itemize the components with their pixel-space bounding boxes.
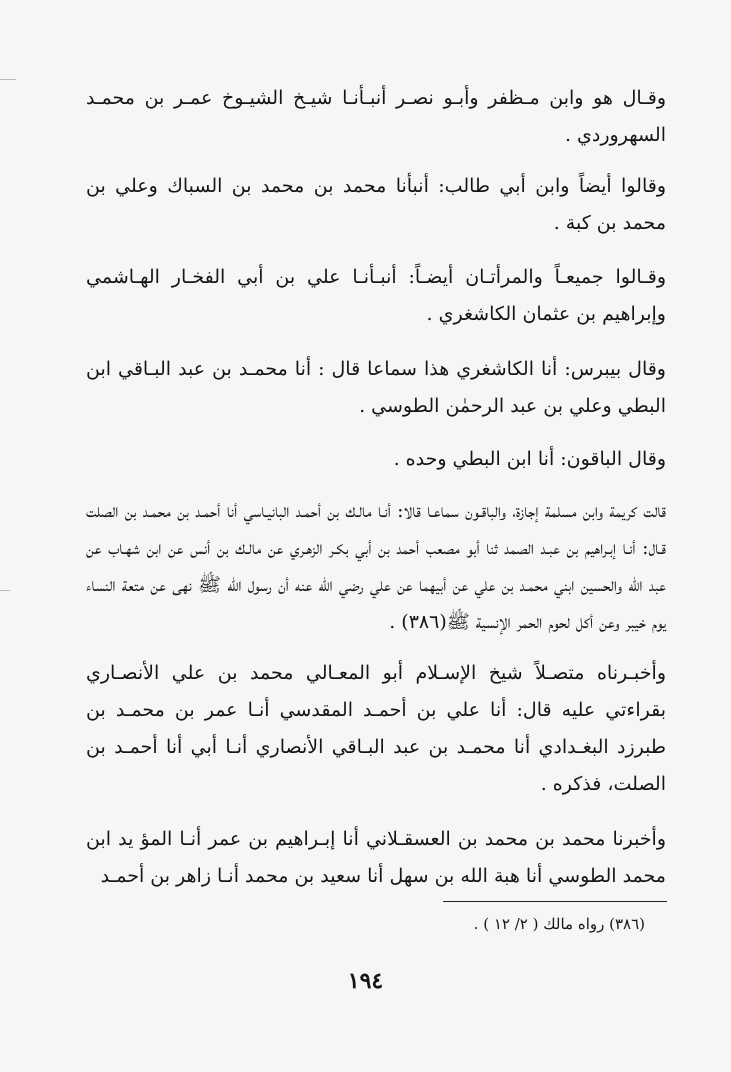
page-number: ١٩٤ [347,968,384,994]
paragraph-6: قالت كريمة وابن مسلمة إجازة، والباقـون سماعـا قالا: أنـا مالـك بن أحمـد البانيـاسي أنا أحمـد بن محمـد بن الصلت قـال: أنـا إبـراهيم بن عبـد الصمد ثنا أبو مصعب أحمد بن أبي بكـر الزهـري عن مالـك بن أنس عن ابن شهـاب عن عبد الله والحسين ابني محمـد بن علي عن أبيهما عن علي رضي الله عنه أن رسول الله ﷺ نهى عن متعة النساء يوم خيبر وعن أكل لحوم الحمر الإنسية ﷺ(٣٨٦) . [86,500,666,633]
paragraph-4: وقال بيبرس: أنا الكاشغري هذا سماعا قال : أنا محمـد بن عبد البـاقي ابن البطي وعلي بن عبد الرحمٰن الطوسي . [86,358,666,417]
paragraph-5: وقال الباقون: أنا ابن البطي وحده . [393,448,666,470]
main-text [86,80,666,909]
paragraph-3: وقـالوا جميعـاً والمرأتـان أيضـاً: أنبـأنـا علي بن أبي الفخـار الهـاشمي وإبراهيم بن عثمان الكاشغري . [86,266,666,325]
paragraph-8: وأخبرنا محمد بن محمد بن العسقـلاني أنا إبـراهيم بن عمر أنـا المؤ يد ابن محمد الطوسي أنا هبة الله بن سهل أنا سعيد بن محمد أنـا زاهر بن أحمـد [86,828,666,887]
paragraph-1: وقـال هو وابن مـظفر وأبـو نصـر أنبـأنـا شيـخ الشيـوخ عمـر بن محمـد السهروردي . [86,87,666,146]
footnote-divider [443,901,667,902]
scan-edge-mark [0,79,16,80]
footnote: (٣٨٦) رواه مالك ( ٢/ ١٢ ) . [473,915,645,933]
paragraph-2: وقالوا أيضاً وابن أبي طالب: أنبأنا محمد بن محمد بن السباك وعلي بن محمد بن كبة . [86,175,666,234]
paragraph-7: وأخبـرناه متصـلاً شيخ الإسـلام أبو المعـالي محمد بن علي الأنصـاري بقراءتي عليه قال: أنا علي بن أحمـد المقدسي أنـا عمر بن محمـد بن طبرزد البغـدادي أنا محمـد بن عبد البـاقي الأنصاري أنـا أبي أنا أحمـد بن الصلت، فذكره . [86,662,666,795]
scan-edge-mark [0,590,10,591]
